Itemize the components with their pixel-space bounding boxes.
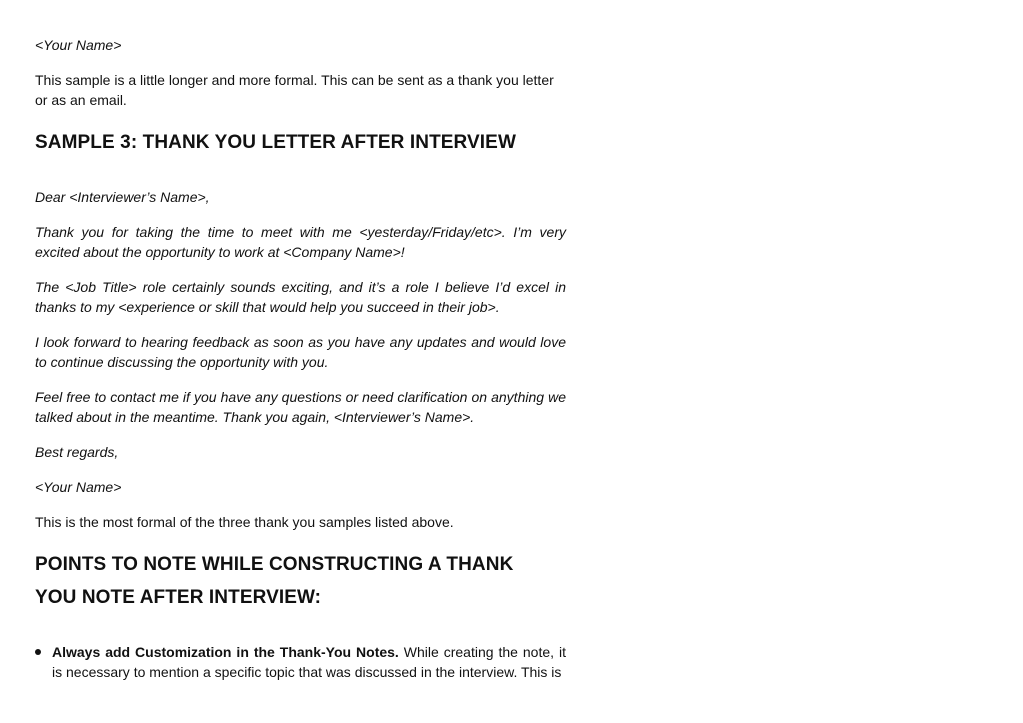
letter-paragraph-2: The <Job Title> role certainly sounds exciting, and it’s a role I believe I’d excel in thanks to my <experience or skill that would help you succeed in their job>. xyxy=(35,279,566,315)
points-heading-line-2: YOU NOTE AFTER INTERVIEW: xyxy=(35,587,322,608)
bullet-dot-icon xyxy=(35,649,41,655)
closing-note: This is the most formal of the three thank you samples listed above. xyxy=(35,514,454,530)
letter-paragraph-4: Feel free to contact me if you have any questions or need clarification on anything we talked about in the meantime. Thank you again, <Interviewer’s Name>. xyxy=(35,389,566,425)
letter-salutation: Dear <Interviewer’s Name>, xyxy=(35,189,210,205)
intro-signoff: <Your Name> xyxy=(35,37,122,53)
bullet-bold-lead: Always add Customization in the Thank-You Notes. xyxy=(52,644,399,660)
sample-heading: SAMPLE 3: THANK YOU LETTER AFTER INTERVIEW xyxy=(35,132,516,153)
bullet-text xyxy=(52,642,566,682)
letter-closing: Best regards, xyxy=(35,444,119,460)
bullet-item xyxy=(35,642,566,682)
letter-paragraph-1: Thank you for taking the time to meet with me <yesterday/Friday/etc>. I’m very excited about the opportunity to work at <Company Name>! xyxy=(35,224,566,260)
letter-signature: <Your Name> xyxy=(35,479,122,495)
letter-paragraph-3: I look forward to hearing feedback as soon as you have any updates and would love to continue discussing the opportunity with you. xyxy=(35,334,566,370)
intro-note: This sample is a little longer and more formal. This can be sent as a thank you letter or as an email. xyxy=(35,72,554,108)
points-heading-line-1: POINTS TO NOTE WHILE CONSTRUCTING A THANK xyxy=(35,554,514,575)
bullet-body: While creating the note, it is necessary to mention a specific topic that was discussed in the interview. This is xyxy=(52,644,566,680)
